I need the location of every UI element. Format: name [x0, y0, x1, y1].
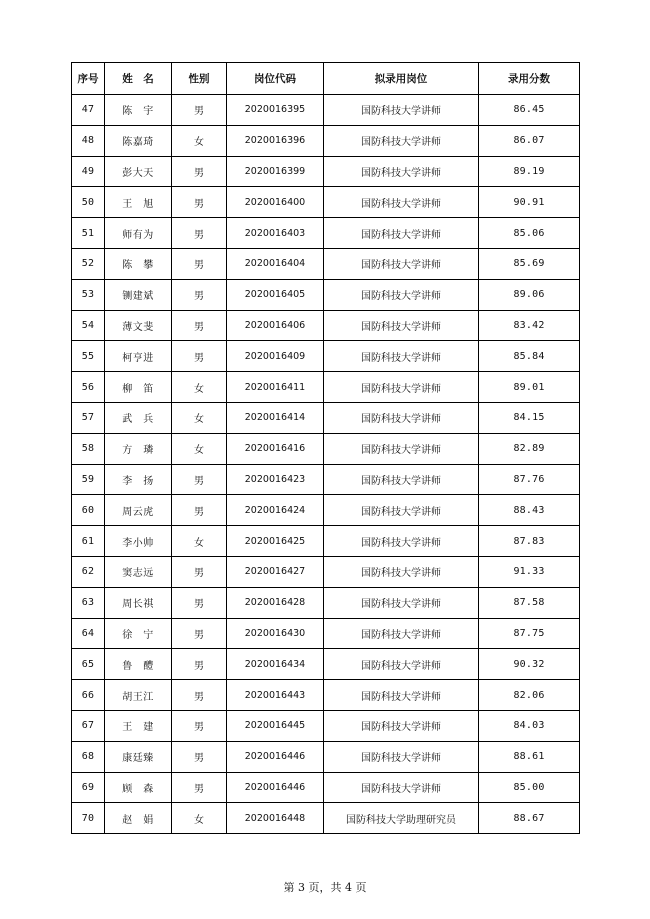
cell-gender: 女: [172, 125, 227, 156]
cell-code: 2020016430: [227, 618, 324, 649]
table-row: [72, 772, 580, 803]
cell-name: 徐 宁: [105, 618, 172, 649]
table-row: [72, 680, 580, 711]
cell-gender: 男: [172, 341, 227, 372]
cell-no: 67: [72, 710, 105, 741]
cell-post: 国防科技大学讲师: [324, 526, 479, 557]
header-gender: 性别: [172, 63, 227, 95]
cell-name: 赵 娟: [105, 803, 172, 834]
cell-post: 国防科技大学讲师: [324, 187, 479, 218]
table-row: [72, 402, 580, 433]
table-header-row: [72, 63, 580, 95]
table-row: [72, 95, 580, 126]
cell-score: 85.00: [479, 772, 580, 803]
table-row: [72, 464, 580, 495]
cell-score: 84.15: [479, 402, 580, 433]
cell-post: 国防科技大学讲师: [324, 372, 479, 403]
cell-no: 58: [72, 433, 105, 464]
cell-name: 李小帅: [105, 526, 172, 557]
cell-score: 87.75: [479, 618, 580, 649]
cell-score: 90.91: [479, 187, 580, 218]
cell-score: 88.61: [479, 741, 580, 772]
cell-no: 69: [72, 772, 105, 803]
table-row: [72, 218, 580, 249]
cell-gender: 男: [172, 495, 227, 526]
cell-code: 2020016443: [227, 680, 324, 711]
cell-name: 周云虎: [105, 495, 172, 526]
cell-name: 陈 宇: [105, 95, 172, 126]
cell-no: 51: [72, 218, 105, 249]
table-row: [72, 556, 580, 587]
cell-name: 顾 森: [105, 772, 172, 803]
cell-no: 52: [72, 248, 105, 279]
cell-gender: 男: [172, 587, 227, 618]
table-row: [72, 433, 580, 464]
table-row: [72, 125, 580, 156]
table-row: [72, 618, 580, 649]
cell-code: 2020016425: [227, 526, 324, 557]
cell-post: 国防科技大学讲师: [324, 279, 479, 310]
table-row: [72, 495, 580, 526]
cell-gender: 男: [172, 218, 227, 249]
table-row: [72, 710, 580, 741]
cell-code: 2020016424: [227, 495, 324, 526]
cell-gender: 女: [172, 372, 227, 403]
cell-name: 彭大天: [105, 156, 172, 187]
cell-gender: 男: [172, 556, 227, 587]
cell-gender: 男: [172, 187, 227, 218]
cell-post: 国防科技大学讲师: [324, 402, 479, 433]
cell-no: 49: [72, 156, 105, 187]
cell-no: 63: [72, 587, 105, 618]
cell-gender: 男: [172, 772, 227, 803]
header-code: 岗位代码: [227, 63, 324, 95]
cell-name: 陈 攀: [105, 248, 172, 279]
cell-gender: 女: [172, 433, 227, 464]
cell-name: 王 旭: [105, 187, 172, 218]
cell-name: 方 璘: [105, 433, 172, 464]
cell-post: 国防科技大学讲师: [324, 156, 479, 187]
cell-post: 国防科技大学讲师: [324, 556, 479, 587]
table-row: [72, 187, 580, 218]
cell-score: 82.89: [479, 433, 580, 464]
cell-score: 88.43: [479, 495, 580, 526]
table-row: [72, 310, 580, 341]
cell-name: 周长祺: [105, 587, 172, 618]
cell-post: 国防科技大学讲师: [324, 772, 479, 803]
cell-gender: 男: [172, 680, 227, 711]
cell-name: 武 兵: [105, 402, 172, 433]
cell-no: 64: [72, 618, 105, 649]
cell-score: 85.06: [479, 218, 580, 249]
header-post: 拟录用岗位: [324, 63, 479, 95]
cell-no: 48: [72, 125, 105, 156]
cell-no: 56: [72, 372, 105, 403]
cell-no: 70: [72, 803, 105, 834]
cell-gender: 男: [172, 156, 227, 187]
cell-code: 2020016411: [227, 372, 324, 403]
cell-post: 国防科技大学讲师: [324, 464, 479, 495]
cell-score: 85.84: [479, 341, 580, 372]
cell-post: 国防科技大学讲师: [324, 618, 479, 649]
cell-code: 2020016446: [227, 772, 324, 803]
cell-code: 2020016395: [227, 95, 324, 126]
cell-code: 2020016404: [227, 248, 324, 279]
cell-gender: 男: [172, 279, 227, 310]
cell-score: 86.45: [479, 95, 580, 126]
cell-name: 李 扬: [105, 464, 172, 495]
cell-no: 62: [72, 556, 105, 587]
cell-post: 国防科技大学讲师: [324, 495, 479, 526]
cell-name: 柳 笛: [105, 372, 172, 403]
cell-gender: 男: [172, 248, 227, 279]
table-body: [72, 95, 580, 834]
page-number-footer: 第 3 页，共 4 页: [283, 881, 367, 894]
cell-name: 师有为: [105, 218, 172, 249]
cell-score: 91.33: [479, 556, 580, 587]
cell-code: 2020016403: [227, 218, 324, 249]
table-row: [72, 741, 580, 772]
cell-post: 国防科技大学讲师: [324, 710, 479, 741]
cell-no: 53: [72, 279, 105, 310]
cell-post: 国防科技大学讲师: [324, 95, 479, 126]
table-row: [72, 341, 580, 372]
cell-name: 柯亨进: [105, 341, 172, 372]
cell-name: 薄文斐: [105, 310, 172, 341]
cell-code: 2020016428: [227, 587, 324, 618]
cell-no: 54: [72, 310, 105, 341]
cell-gender: 男: [172, 310, 227, 341]
cell-post: 国防科技大学讲师: [324, 433, 479, 464]
cell-score: 86.07: [479, 125, 580, 156]
cell-code: 2020016406: [227, 310, 324, 341]
cell-name: 胡王江: [105, 680, 172, 711]
recruitment-table: [71, 62, 580, 834]
cell-code: 2020016445: [227, 710, 324, 741]
cell-no: 59: [72, 464, 105, 495]
cell-gender: 男: [172, 710, 227, 741]
table-row: [72, 803, 580, 834]
cell-post: 国防科技大学讲师: [324, 248, 479, 279]
cell-code: 2020016414: [227, 402, 324, 433]
table-row: [72, 248, 580, 279]
cell-post: 国防科技大学讲师: [324, 218, 479, 249]
cell-post: 国防科技大学讲师: [324, 741, 479, 772]
cell-score: 87.58: [479, 587, 580, 618]
cell-name: 康廷臻: [105, 741, 172, 772]
cell-code: 2020016427: [227, 556, 324, 587]
table-row: [72, 526, 580, 557]
cell-score: 84.03: [479, 710, 580, 741]
cell-post: 国防科技大学讲师: [324, 587, 479, 618]
cell-gender: 女: [172, 526, 227, 557]
cell-no: 66: [72, 680, 105, 711]
cell-no: 61: [72, 526, 105, 557]
cell-gender: 男: [172, 464, 227, 495]
cell-code: 2020016423: [227, 464, 324, 495]
cell-no: 68: [72, 741, 105, 772]
cell-name: 铡建斌: [105, 279, 172, 310]
cell-code: 2020016448: [227, 803, 324, 834]
cell-score: 82.06: [479, 680, 580, 711]
cell-score: 87.83: [479, 526, 580, 557]
cell-gender: 女: [172, 402, 227, 433]
header-name: 姓 名: [105, 63, 172, 95]
cell-gender: 女: [172, 803, 227, 834]
cell-no: 50: [72, 187, 105, 218]
cell-name: 陈嘉琦: [105, 125, 172, 156]
cell-no: 55: [72, 341, 105, 372]
cell-name: 王 建: [105, 710, 172, 741]
cell-score: 88.67: [479, 803, 580, 834]
cell-post: 国防科技大学讲师: [324, 341, 479, 372]
table-row: [72, 372, 580, 403]
table-row: [72, 156, 580, 187]
cell-post: 国防科技大学讲师: [324, 125, 479, 156]
cell-gender: 男: [172, 95, 227, 126]
cell-score: 87.76: [479, 464, 580, 495]
cell-score: 85.69: [479, 248, 580, 279]
cell-code: 2020016399: [227, 156, 324, 187]
table-row: [72, 587, 580, 618]
cell-score: 90.32: [479, 649, 580, 680]
cell-name: 窦志远: [105, 556, 172, 587]
cell-name: 鲁 醴: [105, 649, 172, 680]
cell-score: 89.19: [479, 156, 580, 187]
cell-code: 2020016409: [227, 341, 324, 372]
cell-no: 57: [72, 402, 105, 433]
cell-no: 65: [72, 649, 105, 680]
header-score: 录用分数: [479, 63, 580, 95]
cell-post: 国防科技大学助理研究员: [324, 803, 479, 834]
cell-gender: 男: [172, 741, 227, 772]
cell-score: 89.01: [479, 372, 580, 403]
cell-no: 60: [72, 495, 105, 526]
cell-code: 2020016400: [227, 187, 324, 218]
table-row: [72, 649, 580, 680]
cell-code: 2020016396: [227, 125, 324, 156]
table-row: [72, 279, 580, 310]
cell-post: 国防科技大学讲师: [324, 680, 479, 711]
cell-code: 2020016434: [227, 649, 324, 680]
cell-code: 2020016446: [227, 741, 324, 772]
cell-score: 89.06: [479, 279, 580, 310]
cell-gender: 男: [172, 618, 227, 649]
cell-post: 国防科技大学讲师: [324, 310, 479, 341]
cell-code: 2020016405: [227, 279, 324, 310]
cell-post: 国防科技大学讲师: [324, 649, 479, 680]
cell-gender: 男: [172, 649, 227, 680]
cell-no: 47: [72, 95, 105, 126]
header-no: 序号: [72, 63, 105, 95]
cell-code: 2020016416: [227, 433, 324, 464]
cell-score: 83.42: [479, 310, 580, 341]
